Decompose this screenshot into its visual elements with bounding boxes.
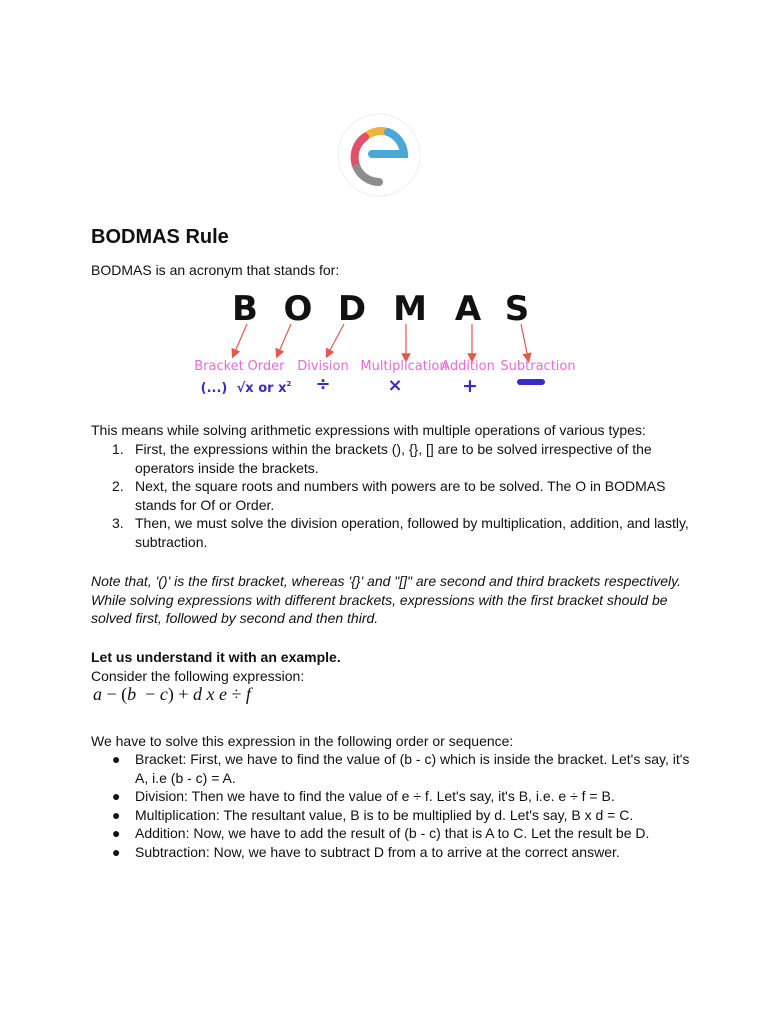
op-minus-open: − (	[102, 684, 128, 704]
bodmas-diagram	[190, 282, 590, 402]
var-e: e	[218, 684, 227, 704]
symbol-order-text: √x or x	[236, 381, 287, 396]
list-item	[91, 440, 691, 477]
list-item	[91, 824, 691, 843]
symbol-multiplication: ×	[387, 375, 403, 396]
var-a: a	[93, 684, 102, 704]
arrow-s	[521, 324, 528, 358]
symbol-division: ÷	[315, 374, 331, 395]
letter-s: S	[504, 289, 530, 329]
var-b: b	[127, 684, 137, 704]
symbol-order	[237, 380, 292, 396]
op-minus: −	[136, 684, 160, 704]
var-f: f	[245, 684, 251, 704]
symbol-order-sup: 2	[286, 380, 292, 388]
step-text: Next, the square roots and numbers with powers are to be solved. The O in BODMAS stands for Of or Order.	[135, 478, 666, 513]
var-d: d	[192, 684, 202, 704]
op-times: x	[201, 684, 219, 704]
label-division: Division	[297, 359, 349, 374]
intro-text: BODMAS is an acronym that stands for:	[91, 262, 340, 278]
letter-b: B	[232, 289, 258, 329]
step-text: Then, we must solve the division operation, followed by multiplication, addition, and lastly, subtraction.	[135, 515, 689, 550]
steps-list	[91, 440, 691, 551]
sequence-text: Subtraction: Now, we have to subtract D from a to arrive at the correct answer.	[135, 843, 620, 860]
label-addition: Addition	[441, 359, 495, 374]
label-multiplication: Multiplication	[360, 359, 448, 374]
consider-text: Consider the following expression:	[91, 668, 305, 684]
list-item	[91, 806, 691, 825]
sequence-list	[91, 750, 691, 861]
op-divide: ÷	[226, 684, 246, 704]
means-text: This means while solving arithmetic expressions with multiple operations of various types:	[91, 422, 646, 438]
list-item	[91, 750, 691, 787]
list-item	[91, 843, 691, 862]
list-item	[91, 787, 691, 806]
symbol-bracket: (...)	[200, 381, 228, 396]
step-text: First, the expressions within the brackets (), {}, [] are to be solved irrespective of the operators inside the brackets.	[135, 441, 652, 476]
var-c: c	[159, 684, 168, 704]
letter-d: D	[337, 289, 367, 329]
letter-o: O	[283, 289, 313, 329]
page-title: BODMAS Rule	[91, 226, 229, 248]
step-number: 1.	[112, 441, 124, 457]
op-close-plus: ) +	[167, 684, 193, 704]
step-number: 2.	[112, 478, 124, 494]
label-bracket: Bracket	[194, 359, 244, 374]
sequence-text: Division: Then we have to find the value of e ÷ f. Let's say, it's B, i.e. e ÷ f = B.	[135, 788, 615, 804]
list-item	[91, 514, 691, 551]
bullet: ●	[112, 788, 121, 804]
letter-a: A	[454, 289, 482, 329]
symbol-addition: +	[462, 375, 478, 397]
brand-logo	[336, 112, 422, 198]
math-expression	[93, 684, 251, 705]
note-text: Note that, '()' is the first bracket, whereas '{}' and "[]" are second and third brackets respectively. While solving expressions with different brackets, expressions with the first bracket should be solved first, followed by second and then third.	[91, 573, 681, 626]
bullet: ●	[112, 843, 121, 860]
letter-m: M	[393, 289, 427, 329]
bullet: ●	[112, 751, 121, 767]
label-subtraction: Subtraction	[500, 359, 576, 374]
example-heading: Let us understand it with an example.	[91, 649, 341, 665]
label-order: Order	[247, 359, 285, 374]
step-number: 3.	[112, 515, 124, 531]
order-intro-text: We have to solve this expression in the following order or sequence:	[91, 733, 514, 749]
arrow-d	[328, 324, 344, 354]
bullet: ●	[112, 806, 121, 823]
list-item	[91, 477, 691, 514]
sequence-text: Addition: Now, we have to add the result of (b - c) that is A to C. Let the result be D.	[135, 825, 650, 841]
sequence-text: Bracket: First, we have to find the value of (b - c) which is inside the bracket. Let's say, it's A, i.e (b - c) = A.	[135, 751, 690, 786]
bullet: ●	[112, 825, 121, 841]
sequence-text: Multiplication: The resultant value, B is to be multiplied by d. Let's say, B x d = C.	[135, 806, 634, 823]
symbol-subtraction	[517, 379, 545, 385]
